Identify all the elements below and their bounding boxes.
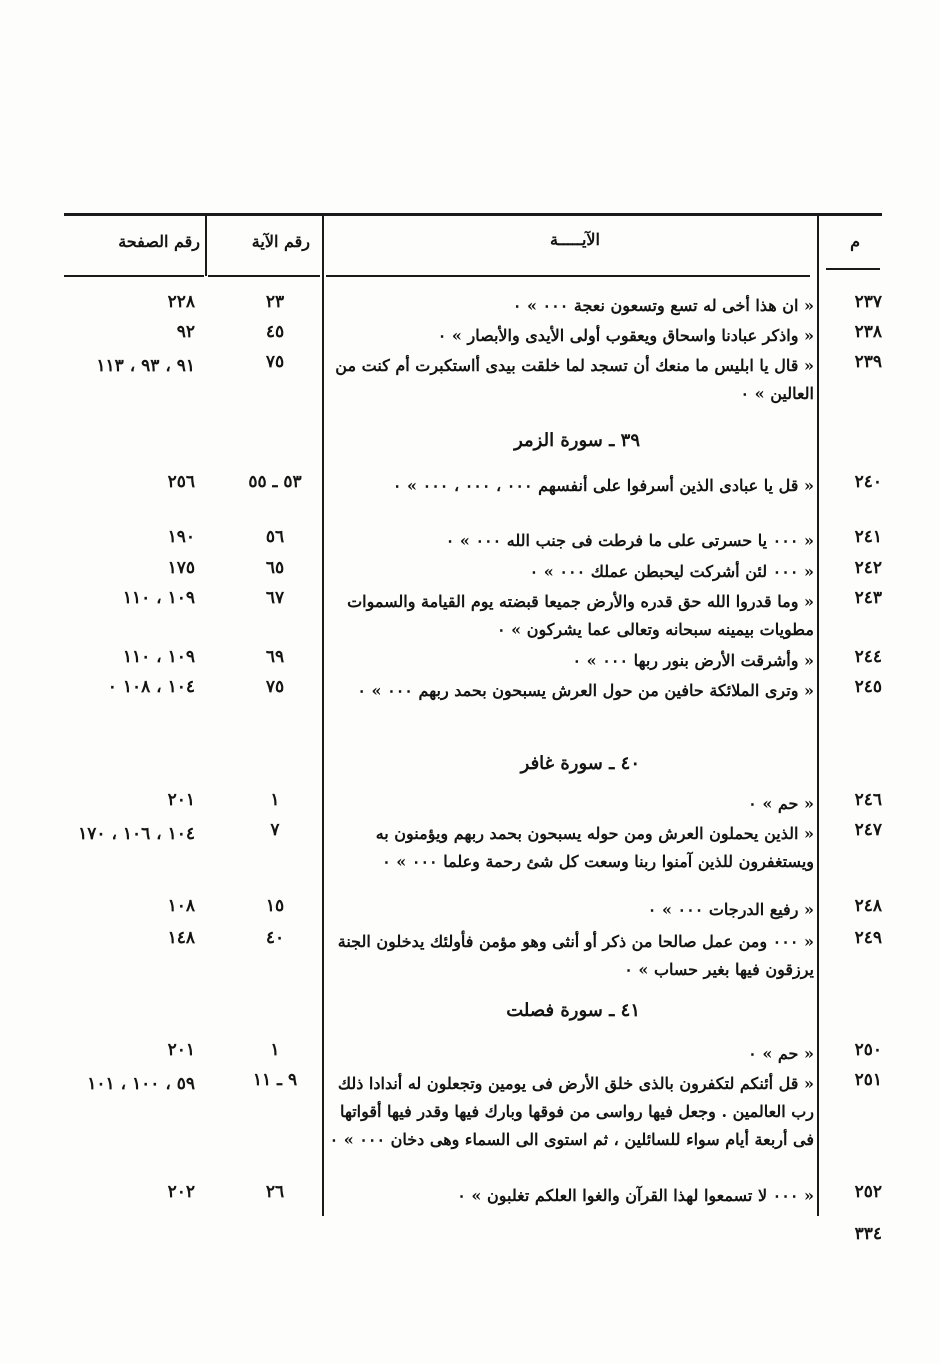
ayah-number: ١٥ xyxy=(265,896,285,916)
ayah-number: ٥٣ ـ ٥٥ xyxy=(248,472,302,492)
ayah-number: ٤٠ xyxy=(265,928,285,948)
header-rule-ayah xyxy=(208,275,320,277)
ayah-number: ١ xyxy=(270,790,280,810)
page-reference: ٢٠١ xyxy=(167,790,195,810)
header-num: م xyxy=(850,232,860,251)
ayah-number: ٩ ـ ١١ xyxy=(252,1070,298,1090)
verse-text: « وترى الملائكة حافين من حول العرش يسبحون بحمد ربهم ٠٠٠ » ٠ xyxy=(357,681,814,700)
verse-text: « واذكر عبادنا واسحاق ويعقوب أولى الأيدى والأبصار » ٠ xyxy=(437,326,814,345)
ayah-number: ٦٥ xyxy=(265,558,285,578)
table-row xyxy=(0,675,940,705)
verse-text: « قل يا عبادى الذين أسرفوا على أنفسهم ٠٠٠ ، ٠٠٠ ، ٠٠٠ » ٠ xyxy=(392,476,814,495)
verse-text: « قال يا ابليس ما منعك أن تسجد لما خلقت بيدى أاستكبرت أم كنت من العالين » ٠ xyxy=(335,356,814,403)
table-row xyxy=(0,320,940,350)
verse-index: ٢٤٥ xyxy=(854,677,882,697)
verse-text: « ٠٠٠ يا حسرتى على ما فرطت فى جنب الله ٠٠٠ » ٠ xyxy=(445,531,814,550)
col-sep-ayah xyxy=(205,216,207,276)
table-row xyxy=(0,1038,940,1068)
table-row xyxy=(0,926,940,979)
table-row xyxy=(0,645,940,675)
verse-text: « ٠٠٠ ومن عمل صالحا من ذكر أو أنثى وهو مؤمن فأولئك يدخلون الجنة يرزقون فيها بغير حساب » ٠ xyxy=(337,932,814,979)
page-reference: ١٠٩ ، ١١٠ xyxy=(122,588,195,608)
header-rule-page xyxy=(64,275,204,277)
verse-index: ٢٤٨ xyxy=(854,896,882,916)
page-reference: ١٧٥ xyxy=(167,558,195,578)
surah-heading: ٤٠ ـ سورة غافر xyxy=(520,753,640,774)
page-reference: ٢٥٦ xyxy=(167,472,195,492)
surah-heading: ٣٩ ـ سورة الزمر xyxy=(514,430,640,451)
verse-index: ٢٣٩ xyxy=(854,352,882,372)
header-verse: الآيـــــة xyxy=(549,230,600,249)
ayah-number: ٦٩ xyxy=(265,647,285,667)
ayah-number: ٦٧ xyxy=(265,588,285,608)
ayah-number: ٧٥ xyxy=(265,352,285,372)
verse-text: « ٠٠٠ لا تسمعوا لهذا القرآن والغوا العلكم تغلبون » ٠ xyxy=(457,1186,814,1205)
page-reference: ٩٢ xyxy=(176,322,195,342)
page-reference: ١٤٨ xyxy=(167,928,195,948)
verse-text: « الذين يحملون العرش ومن حوله يسبحون بحمد ربهم ويؤمنون به ويستغفرون للذين آمنوا ربنا وسعت كل شئ رحمة وعلما ٠٠٠ » ٠ xyxy=(375,824,814,871)
verse-text: « رفيع الدرجات ٠٠٠ » ٠ xyxy=(647,900,814,919)
verse-text: « قل أئنكم لتكفرون بالذى خلق الأرض فى يومين وتجعلون له أندادا ذلك رب العالمين . وجعل فيها رواسى من فوقها وبارك فيها وقدر فيها أقواتها فى أربعة أيام سواء للسائلين ، ثم استوى الى السماء وهى دخان ٠٠٠ » ٠ xyxy=(329,1074,814,1149)
table-row xyxy=(0,586,940,639)
ayah-number: ٧٥ xyxy=(265,677,285,697)
verse-index: ٢٤٠ xyxy=(854,472,882,492)
ayah-number: ٢٣ xyxy=(265,292,285,312)
surah-heading: ٤١ ـ سورة فصلت xyxy=(506,1000,640,1021)
verse-index: ٢٤٦ xyxy=(854,790,882,810)
table-row xyxy=(0,788,940,818)
table-row xyxy=(0,556,940,586)
ayah-number: ١ xyxy=(270,1040,280,1060)
verse-index: ٢٤٢ xyxy=(854,558,882,578)
page-reference: ١٠٤ ، ١٠٨ ٠ xyxy=(107,677,195,697)
verse-index: ٢٥٢ xyxy=(854,1182,882,1202)
verse-text: « وأشرقت الأرض بنور ربها ٠٠٠ » ٠ xyxy=(572,651,814,670)
top-rule xyxy=(64,213,882,216)
ayah-number: ٤٥ xyxy=(265,322,285,342)
table-row xyxy=(0,470,940,500)
page-reference: ٢٠٢ xyxy=(167,1182,195,1202)
page-reference: ٩١ ، ٩٣ ، ١١٣ xyxy=(96,356,195,376)
verse-index: ٢٥١ xyxy=(854,1070,882,1090)
ayah-number: ٧ xyxy=(270,820,280,840)
page-reference: ١٠٩ ، ١١٠ xyxy=(122,647,195,667)
verse-text: « حم » ٠ xyxy=(748,794,814,813)
verse-index: ٢٤٧ xyxy=(854,820,882,840)
ayah-number: ٢٦ xyxy=(265,1182,285,1202)
table-row xyxy=(0,818,940,871)
table-row xyxy=(0,1180,940,1210)
header-page-no: رقم الصفحة xyxy=(118,232,200,251)
verse-text: « حم » ٠ xyxy=(748,1044,814,1063)
ayah-number: ٥٦ xyxy=(265,527,285,547)
verse-text: « ٠٠٠ لئن أشركت ليحبطن عملك ٠٠٠ » ٠ xyxy=(529,562,814,581)
page-number: ٣٣٤ xyxy=(854,1224,882,1244)
verse-index: ٢٥٠ xyxy=(854,1040,882,1060)
page-reference: ١٩٠ xyxy=(167,527,195,547)
verse-index: ٢٤٤ xyxy=(854,647,882,667)
table-row xyxy=(0,290,940,320)
verse-index: ٢٤٣ xyxy=(854,588,882,608)
header-ayah-no: رقم الآية xyxy=(251,232,310,251)
page-reference: ٥٩ ، ١٠٠ ، ١٠١ xyxy=(87,1074,195,1094)
verse-text: « وما قدروا الله حق قدره والأرض جميعا قبضته يوم القيامة والسموات مطويات بيمينه سبحانه وتعالى عما يشركون » ٠ xyxy=(347,592,814,639)
page-reference: ١٠٤ ، ١٠٦ ، ١٧٠ xyxy=(78,824,195,844)
table-row xyxy=(0,350,940,403)
table-row xyxy=(0,1068,940,1149)
page-reference: ٢٢٨ xyxy=(167,292,195,312)
header-rule-num xyxy=(826,268,880,270)
page-reference: ٢٠١ xyxy=(167,1040,195,1060)
page-reference: ١٠٨ xyxy=(167,896,195,916)
table-row xyxy=(0,894,940,924)
verse-index: ٢٤٩ xyxy=(854,928,882,948)
verse-index: ٢٤١ xyxy=(854,527,882,547)
verse-text: « ان هذا أخى له تسع وتسعون نعجة ٠٠٠ » ٠ xyxy=(512,296,814,315)
verse-index: ٢٣٨ xyxy=(854,322,882,342)
header-rule-verse xyxy=(326,275,810,277)
table-row xyxy=(0,525,940,555)
verse-index: ٢٣٧ xyxy=(854,292,882,312)
